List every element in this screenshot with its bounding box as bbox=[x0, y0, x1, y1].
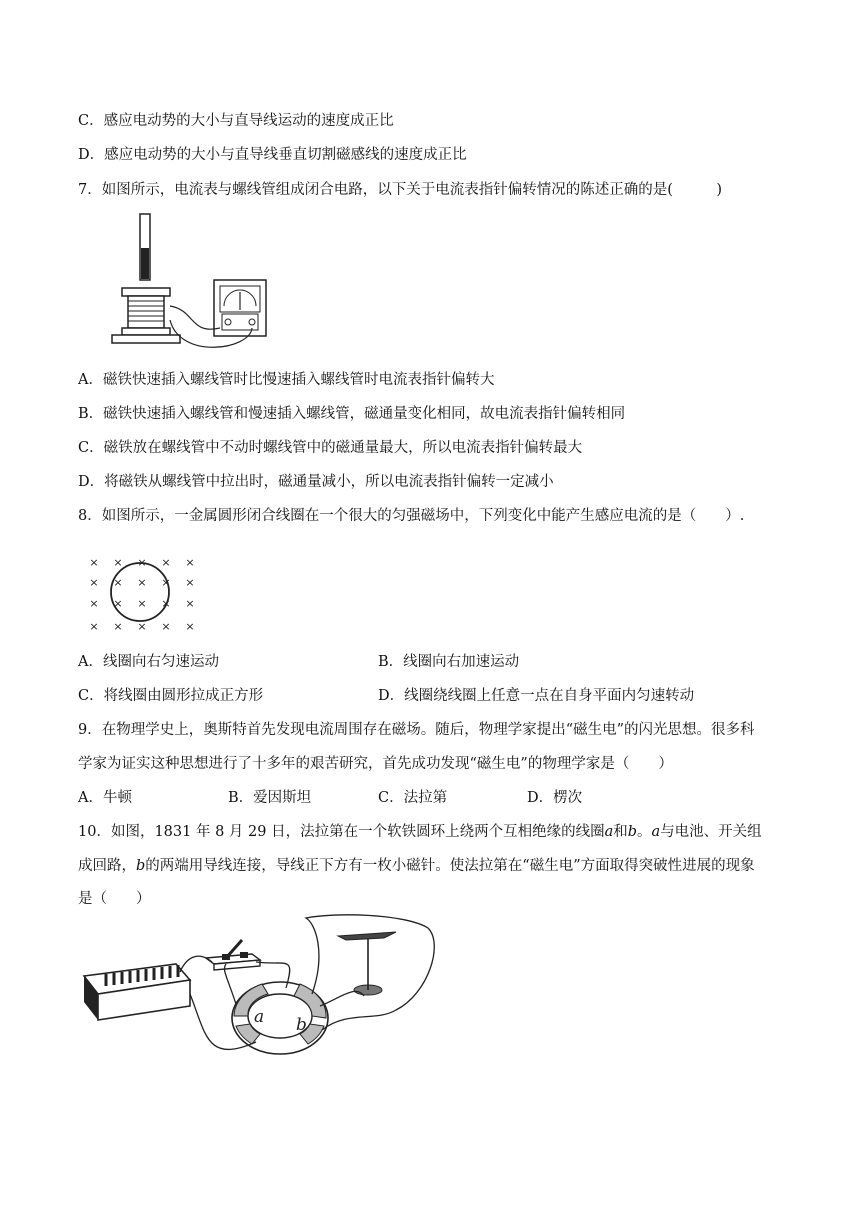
var-b: b bbox=[627, 824, 638, 840]
svg-text:×: × bbox=[185, 620, 195, 633]
q10-stem-line2 bbox=[78, 856, 755, 876]
compass-needle bbox=[338, 932, 396, 995]
switch bbox=[206, 940, 260, 970]
q9-option-d: D．楞次 bbox=[527, 790, 583, 806]
svg-text:×: × bbox=[89, 597, 99, 610]
q9-option-b: B．爱因斯坦 bbox=[228, 790, 312, 806]
q10-stem-text: 与电池、开关组 bbox=[660, 824, 762, 840]
q7-option-d: D．将磁铁从螺线管中拉出时，磁通量减小，所以电流表指针偏转一定减小 bbox=[78, 474, 554, 490]
circular-coil bbox=[111, 563, 169, 621]
iron-ring bbox=[232, 982, 328, 1054]
svg-text:×: × bbox=[89, 556, 99, 569]
q7-option-c: C．磁铁放在螺线管中不动时螺线管中的磁通量最大，所以电流表指针偏转最大 bbox=[78, 440, 583, 456]
magnetic-field-coil-figure bbox=[84, 536, 200, 640]
q10-stem-line1 bbox=[78, 822, 762, 842]
q8-option-c: C．将线圈由圆形拉成正方形 bbox=[78, 688, 264, 704]
q10-stem-text: 的两端用导线连接，导线正下方有一枚小磁针。使法拉第在“磁生电”方面取得突破性进展的现象 bbox=[145, 858, 755, 874]
svg-text:×: × bbox=[185, 597, 195, 610]
svg-text:×: × bbox=[161, 597, 171, 610]
q10-stem-text: 成回路， bbox=[78, 858, 136, 874]
var-a: a bbox=[651, 824, 661, 840]
q7-option-b: B．磁铁快速插入螺线管和慢速插入螺线管，磁通量变化相同，故电流表指针偏转相同 bbox=[78, 406, 626, 422]
coil-label-b: b bbox=[296, 1015, 307, 1035]
q7-option-a: A．磁铁快速插入螺线管时比慢速插入螺线管时电流表指针偏转大 bbox=[78, 372, 495, 388]
svg-text:×: × bbox=[113, 620, 123, 633]
svg-text:×: × bbox=[161, 556, 171, 569]
svg-text:×: × bbox=[113, 597, 123, 610]
var-b: b bbox=[136, 858, 146, 874]
q8-option-b: B．线圈向右加速运动 bbox=[378, 654, 520, 670]
svg-text:×: × bbox=[185, 576, 195, 589]
svg-text:×: × bbox=[137, 576, 147, 589]
q10-sep: 。 bbox=[637, 824, 652, 840]
q10-stem-line3: 是（ ） bbox=[78, 891, 151, 907]
svg-text:×: × bbox=[161, 576, 171, 589]
battery bbox=[84, 964, 190, 1020]
svg-text:×: × bbox=[113, 556, 123, 569]
q8-option-a: A．线圈向右匀速运动 bbox=[78, 654, 219, 670]
q8-option-d: D．线圈绕线圈上任意一点在自身平面内匀速转动 bbox=[378, 688, 695, 704]
q6-option-d: D．感应电动势的大小与直导线垂直切割磁感线的速度成正比 bbox=[78, 147, 467, 163]
q9-stem-line2: 学家为证实这种思想进行了十多年的艰苦研究，首先成功发现“磁生电”的物理学家是（ ） bbox=[78, 756, 673, 772]
q9-option-a: A．牛顿 bbox=[78, 790, 132, 806]
q9-option-c: C．法拉第 bbox=[378, 790, 448, 806]
svg-text:×: × bbox=[161, 620, 171, 633]
faraday-ring-figure bbox=[76, 914, 446, 1064]
solenoid-galvanometer-figure bbox=[110, 210, 290, 360]
var-a: a bbox=[604, 824, 614, 840]
q7-stem: 7．如图所示，电流表与螺线管组成闭合电路，以下关于电流表指针偏转情况的陈述正确的是( ) bbox=[78, 182, 723, 198]
svg-text:×: × bbox=[137, 556, 147, 569]
q10-stem-text: 10．如图，1831 年 8 月 29 日，法拉第在一个软铁圆环上绕两个互相绝缘的线圈 bbox=[78, 824, 605, 840]
svg-text:×: × bbox=[113, 576, 123, 589]
q9-stem-line1: 9．在物理学史上，奥斯特首先发现电流周围存在磁场。随后，物理学家提出“磁生电”的闪光思想。很多科 bbox=[78, 722, 755, 738]
q8-stem: 8．如图所示，一金属圆形闭合线圈在一个很大的匀强磁场中，下列变化中能产生感应电流的是（ ）. bbox=[78, 508, 745, 524]
svg-text:×: × bbox=[137, 597, 147, 610]
q6-option-c: C．感应电动势的大小与直导线运动的速度成正比 bbox=[78, 113, 394, 129]
coil-label-a: a bbox=[254, 1007, 265, 1027]
svg-text:×: × bbox=[89, 620, 99, 633]
svg-text:×: × bbox=[89, 576, 99, 589]
svg-text:×: × bbox=[185, 556, 195, 569]
q10-and: 和 bbox=[613, 824, 628, 840]
svg-text:×: × bbox=[137, 620, 147, 633]
